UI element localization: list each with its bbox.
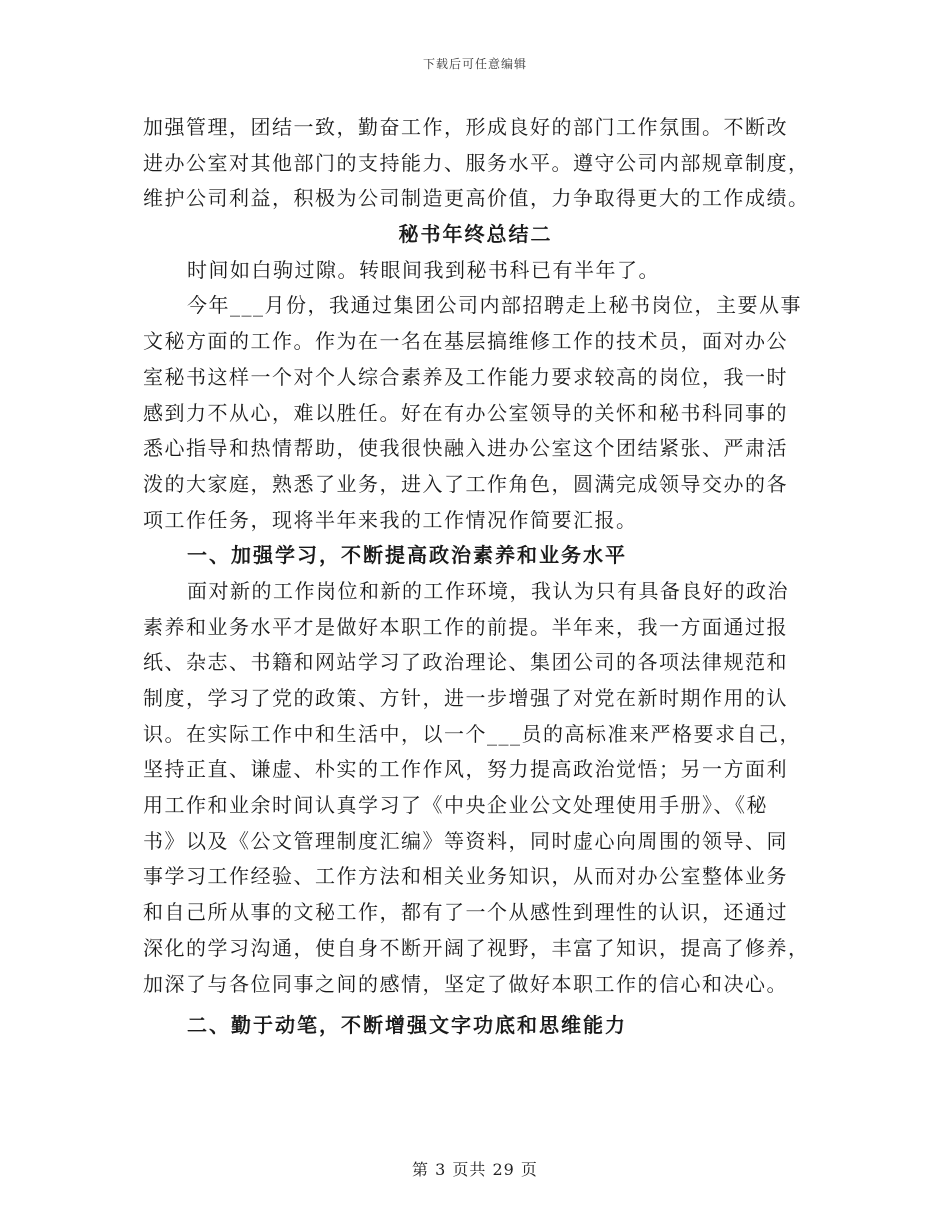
body-line: 加强管理，团结一致，勤奋工作，形成良好的部门工作氛围。不断改 [143,115,788,139]
page-footer: 第 3 页共 29 页 [412,1160,538,1179]
body-line: 事学习工作经验、工作方法和相关业务知识，从而对办公室整体业务 [143,864,788,889]
body-line: 文秘方面的工作。作为在一名在基层搞维修工作的技术员，面对办公 [143,329,788,354]
page-header: 下载后可任意编辑 [422,57,527,71]
body-line: 泼的大家庭，熟悉了业务，进入了工作角色，圆满完成领导交办的各 [143,471,788,496]
body-line: 感到力不从心，难以胜任。好在有办公室领导的关怀和秘书科同事的 [143,400,788,425]
body-line: 书》以及《公文管理制度汇编》等资料，同时虚心向周围的领导、同 [143,828,788,853]
body-line: 纸、杂志、书籍和网站学习了政治理论、集团公司的各项法律规范和 [143,650,788,675]
body-line: 悉心指导和热情帮助，使我很快融入进办公室这个团结紧张、严肃活 [143,436,788,461]
paragraph-first-line: 面对新的工作岗位和新的工作环境，我认为只有具备良好的政治 [187,578,789,603]
body-line: 识。在实际工作中和生活中，以一个___员的高标准来严格要求自己， [143,721,801,746]
body-line: 项工作任务，现将半年来我的工作情况作简要汇报。 [143,507,638,532]
body-line: 维护公司利益，积极为公司制造更高价值，力争取得更大的工作成绩。 [143,186,810,211]
section-heading: 一、加强学习，不断提高政治素养和业务水平 [187,543,627,568]
paragraph-first-line: 时间如白驹过隙。转眼间我到秘书科已有半年了。 [187,257,660,282]
section-heading: 二、勤于动笔，不断增强文字功底和思维能力 [187,1013,627,1038]
document-body [143,110,808,1044]
body-line: 素养和业务水平才是做好本职工作的前提。半年来，我一方面通过报 [143,614,788,639]
body-line: 深化的学习沟通，使自身不断开阔了视野，丰富了知识，提高了修养， [143,935,810,960]
body-line: 坚持正直、谦虚、朴实的工作作风，努力提高政治觉悟；另一方面利 [143,757,788,782]
paragraph-first-line: 今年___月份，我通过集团公司内部招聘走上秘书岗位，主要从事 [187,293,802,318]
body-line: 用工作和业余时间认真学习了《中央企业公文处理使用手册》、《秘 [143,793,768,818]
body-line: 加深了与各位同事之间的感情，坚定了做好本职工作的信心和决心。 [143,971,788,996]
body-line: 制度，学习了党的政策、方针，进一步增强了对党在新时期作用的认 [143,686,788,710]
body-line: 和自己所从事的文秘工作，都有了一个从感性到理性的认识，还通过 [143,900,788,925]
section-title: 秘书年终总结二 [398,222,553,247]
body-line: 室秘书这样一个对个人综合素养及工作能力要求较高的岗位，我一时 [143,364,788,389]
body-line: 进办公室对其他部门的支持能力、服务水平。遵守公司内部规章制度， [143,150,810,175]
